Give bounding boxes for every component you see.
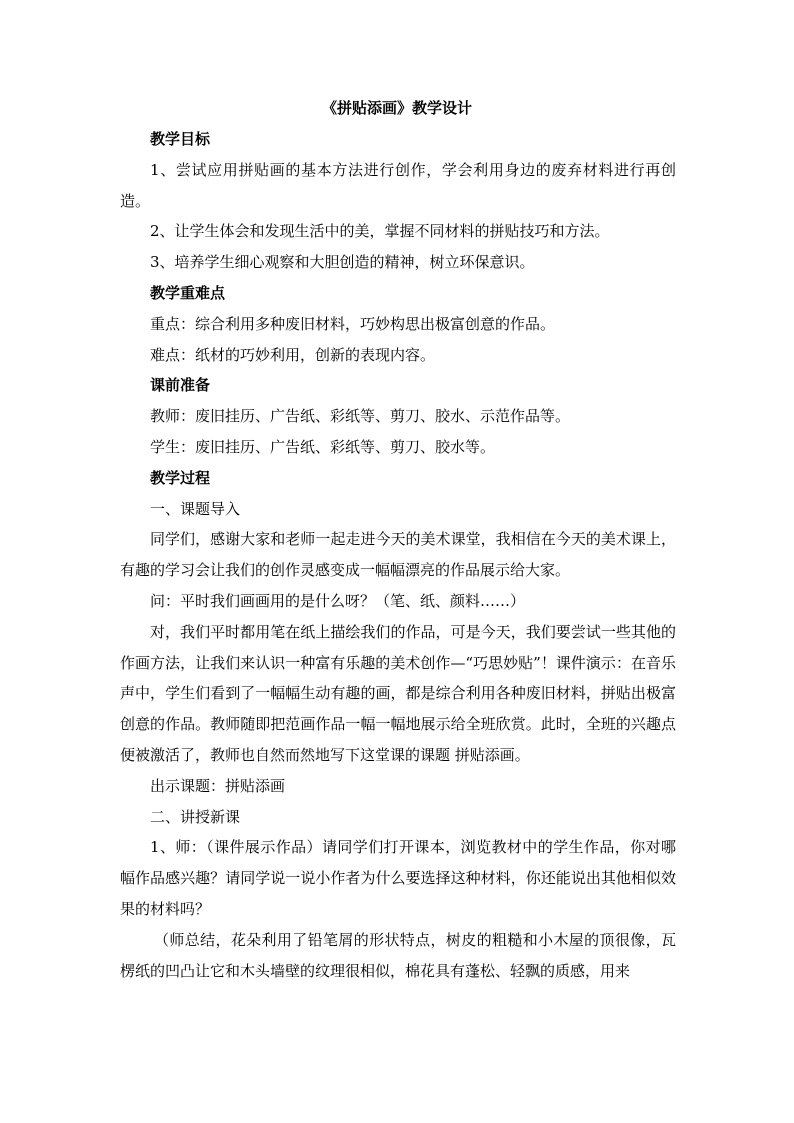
body-paragraph: 教师：废旧挂历、广告纸、彩纸等、剪刀、胶水、示范作品等。 bbox=[150, 407, 571, 426]
body-paragraph: 1、师：（课件展示作品）请同学们打开课本，浏览教材中的学生作品，你对哪幅作品感兴趣？请同学说一说小作者为什么要选择这种材料，你还能说出其他相似效果的材料吗？ bbox=[120, 838, 676, 918]
body-paragraph: 重点：综合利用多种废旧材料，巧妙构思出极富创意的作品。 bbox=[150, 314, 556, 333]
body-paragraph: 3、培养学生细心观察和大胆创造的精神，树立环保意识。 bbox=[150, 253, 535, 272]
section-heading: 教学目标 bbox=[150, 130, 211, 148]
section-heading: 教学重难点 bbox=[150, 283, 226, 302]
body-paragraph: 1、尝试应用拼贴画的基本方法进行创作，学会利用身边的废弃材料进行再创造。 bbox=[120, 160, 676, 210]
body-paragraph: 对，我们平时都用笔在纸上描绘我们的作品，可是今天，我们要尝试一些其他的作画方法，让我们来认识一种富有乐趣的美术创作—“巧思妙贴”！课件演示：在音乐声中，学生们看到了一幅幅生动有趣的画，都是综合利用各种废旧材料，拼贴出极富创意的作品。教师随即把范画作品一幅一幅地展示给全班欣赏。此时，全班的兴趣点便被激活了，教师也自然而然地写下这堂课的课题 拼贴添画。 bbox=[120, 622, 676, 764]
body-paragraph: 学生：废旧挂历、广告纸、彩纸等、剪刀、胶水等。 bbox=[150, 437, 496, 456]
document-body bbox=[120, 124, 676, 986]
body-paragraph: 同学们，感谢大家和老师一起走进今天的美术课堂，我相信在今天的美术课上，有趣的学习会让我们的创作灵感变成一幅幅漂亮的作品展示给大家。 bbox=[120, 530, 676, 580]
body-paragraph: 出示课题：拼贴添画 bbox=[150, 776, 286, 795]
body-paragraph: 一、课题导入 bbox=[150, 499, 241, 518]
body-paragraph: 难点：纸材的巧妙利用，创新的表现内容。 bbox=[150, 345, 436, 364]
body-paragraph: 二、讲授新课 bbox=[150, 807, 241, 826]
body-paragraph: 问：平时我们画画用的是什么呀？（笔、纸、颜料……） bbox=[150, 591, 526, 610]
body-paragraph: 2、让学生体会和发现生活中的美，掌握不同材料的拼贴技巧和方法。 bbox=[150, 222, 610, 241]
body-paragraph: （师总结，花朵利用了铅笔屑的形状特点，树皮的粗糙和小木屋的顶很像，瓦楞纸的凹凸让它和木头墙壁的纹理很相似，棉花具有蓬松、轻飘的质感，用来 bbox=[120, 930, 676, 980]
section-heading: 教学过程 bbox=[150, 468, 211, 487]
document-title: 《拼贴添画》教学设计 bbox=[321, 99, 472, 117]
section-heading: 课前准备 bbox=[150, 376, 211, 395]
